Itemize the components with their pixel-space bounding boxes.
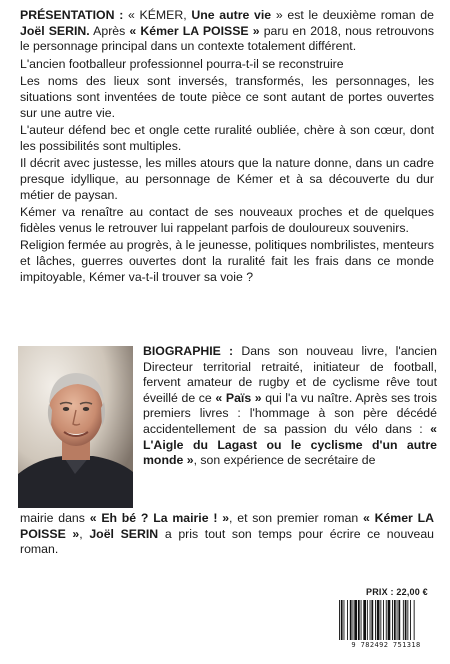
barcode-bar	[350, 600, 352, 640]
author-name: Joël SERIN	[89, 526, 159, 541]
barcode-bar	[388, 600, 391, 640]
barcode-bar	[353, 600, 354, 640]
highlight-text: « Païs »	[215, 390, 262, 405]
text-run: » est le deuxième roman de	[271, 8, 434, 22]
presentation-section	[20, 8, 434, 287]
author-portrait-illustration	[18, 346, 133, 508]
barcode-bar	[377, 600, 380, 640]
text-run: paru en 2018, nous retrouvons le personnage principal dans un contexte totalement différent.	[20, 23, 434, 54]
text-run: ,	[79, 526, 90, 541]
previous-book-title: « Kémer LA POISSE »	[129, 23, 260, 38]
barcode-bar	[403, 600, 404, 640]
barcode-bar	[363, 600, 366, 640]
text-run: Dans son nouveau livre, l'ancien Directeur territorial retraité, initiateur de football, fervent amateur de rugby et de cyclisme rêve tout éveillé de ce	[143, 344, 437, 405]
biography-continuation	[20, 511, 434, 558]
barcode-bar	[392, 600, 393, 640]
isbn-barcode	[337, 600, 437, 640]
presentation-paragraph: Religion fermée au progrès, à le jeunesse, politiques nombrilistes, menteurs et lâches, guerres ouvertes dont la ruralité fait les frais dans ce monde impitoyable, Kémer va-t-il trouver sa voie ?	[20, 238, 434, 284]
barcode-bar	[386, 600, 387, 640]
barcode-bar	[383, 600, 384, 640]
barcode-bar	[341, 600, 343, 640]
presentation-paragraph: L'auteur défend bec et ongle cette ruralité oubliée, chère à son cœur, dont les possibilités sont multiples.	[20, 123, 434, 153]
author-photo	[18, 346, 133, 508]
barcode-bar	[347, 600, 348, 640]
biography-section	[143, 344, 437, 469]
book-title: « Eh bé ? La mairie ! »	[89, 511, 230, 525]
barcode-bar	[361, 600, 362, 640]
barcode-bar	[367, 600, 368, 640]
biography-text	[143, 344, 437, 469]
book-title: Une autre vie	[191, 8, 272, 22]
presentation-paragraph: Kémer va renaître au contact de ses nouveaux proches et de quelques fidèles venus le retrouver lui rappelant parfois de douloureux souvenirs.	[20, 205, 434, 235]
price-label: PRIX : 22,00 €	[366, 587, 428, 597]
presentation-paragraph: L'ancien footballeur professionnel pourra-t-il se reconstruire	[20, 56, 344, 71]
barcode-bar	[375, 600, 376, 640]
text-run: , son expérience de secrétaire de	[193, 453, 376, 468]
text-run: , et son premier roman	[229, 511, 363, 525]
barcode-bar	[397, 600, 398, 640]
barcode-bar	[414, 600, 415, 640]
barcode-bar	[371, 600, 373, 640]
barcode-bar	[370, 600, 371, 640]
text-run: a pris tout son temps pour écrire ce nouveau roman.	[20, 526, 434, 557]
text-run: Après	[89, 23, 130, 38]
biography-text	[20, 511, 434, 558]
barcode-bar	[358, 600, 360, 640]
presentation-paragraph: Il décrit avec justesse, les milles atours que la nature donne, dans un cadre presque idyllique, au personnage de Kémer et à sa découverte du dur métier de paysan.	[20, 156, 434, 202]
barcode-bar	[398, 600, 400, 640]
barcode-digits: 9 782492 751318	[351, 641, 421, 649]
barcode-bar	[394, 600, 396, 640]
presentation-label: PRÉSENTATION :	[20, 8, 124, 22]
barcode-bar	[344, 600, 345, 640]
presentation-intro	[20, 8, 434, 55]
barcode-bar	[354, 600, 357, 640]
barcode-bar	[380, 600, 381, 640]
author-name: Joël SERIN.	[20, 23, 90, 38]
barcode-bar	[339, 600, 340, 640]
book-title: « Kémer LA POISSE »	[20, 511, 435, 541]
text-run: mairie dans	[20, 511, 90, 525]
biography-label: BIOGRAPHIE :	[143, 344, 234, 358]
barcode-bar	[407, 600, 408, 640]
barcode-bar	[405, 600, 407, 640]
book-title: « L'Aigle du Lagast ou le cyclisme d'un autre monde »	[143, 421, 437, 468]
barcode-bar	[410, 600, 411, 640]
presentation-paragraph: Les noms des lieux sont inversés, transformés, les personnages, les situations sont inventées de toute pièce ce sont autant de portes ouvertes sur une autre vie.	[20, 74, 434, 120]
text-run: « KÉMER,	[123, 8, 192, 22]
text-run: qui l'a vu naître. Après ses trois premiers livres : l'hommage à son père décédé accidentellement de sa passion du vélo dans :	[143, 390, 438, 436]
